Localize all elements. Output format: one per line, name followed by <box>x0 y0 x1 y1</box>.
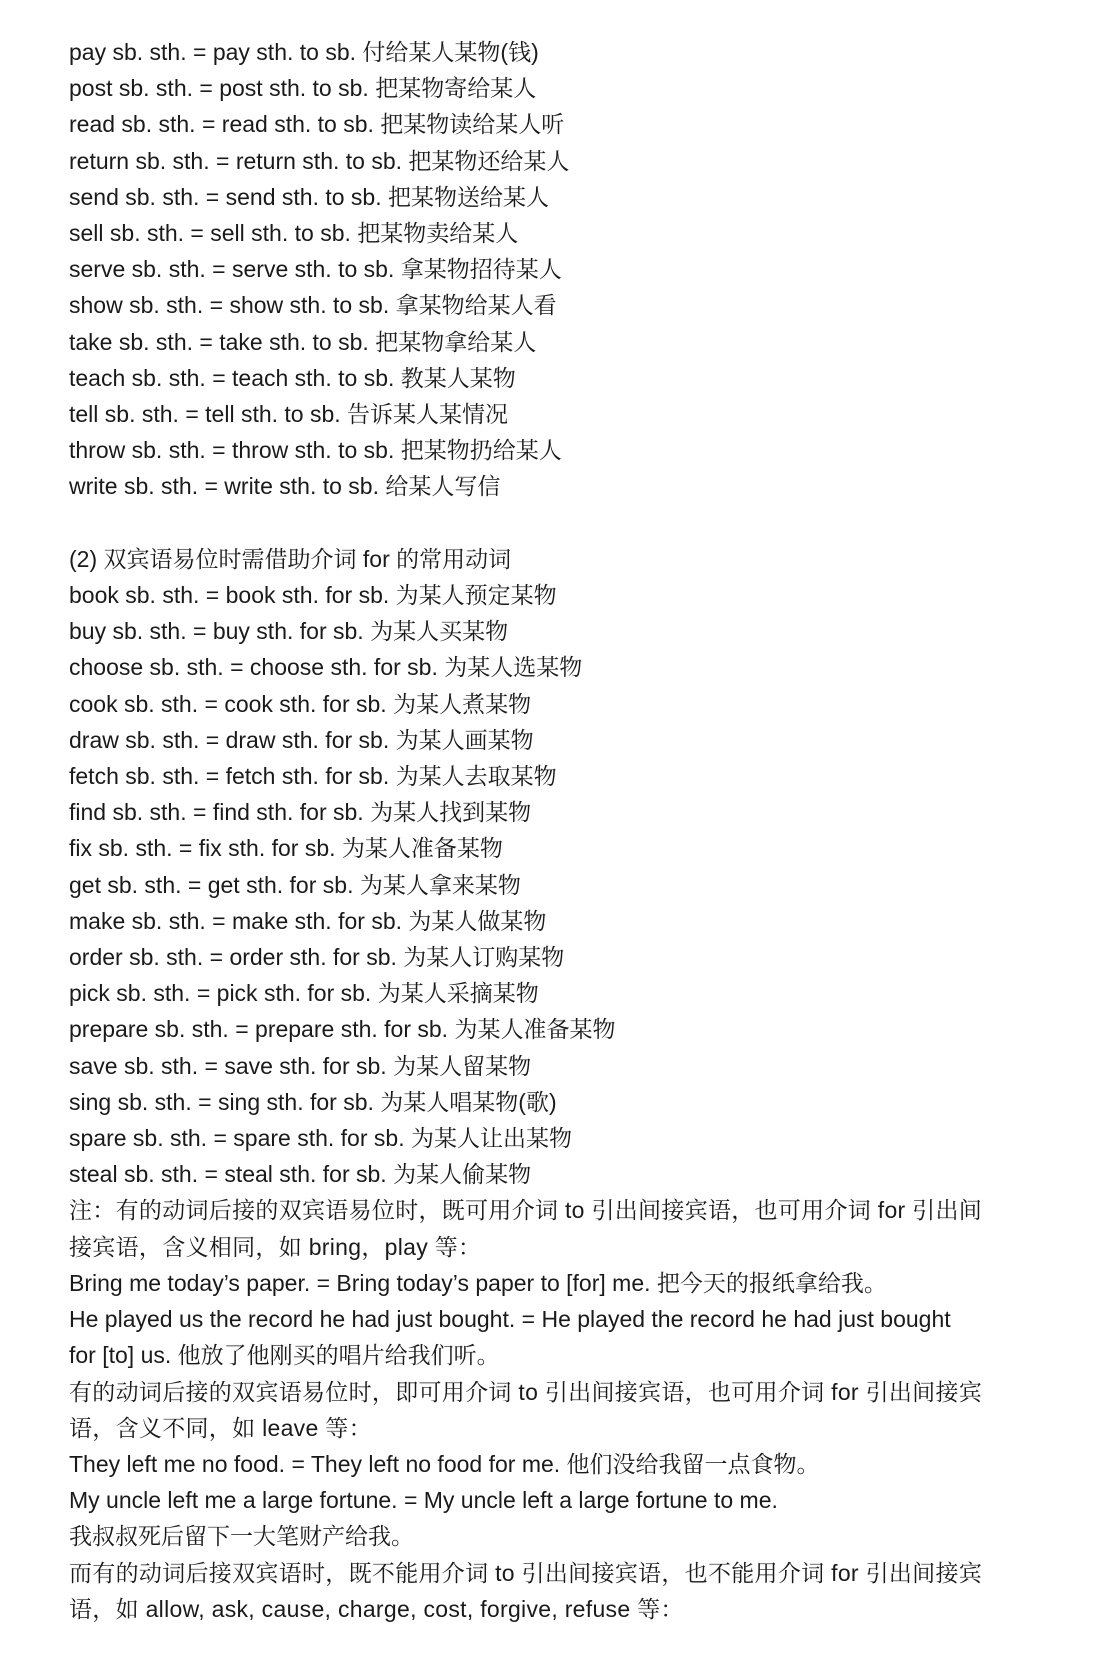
paragraph-gap <box>69 505 1069 541</box>
to-verb-entry: show sb. sth. = show sth. to sb. 拿某物给某人看 <box>69 292 557 319</box>
note-1-line-1: 注：有的动词后接的双宾语易位时，既可用介词 to 引出间接宾语，也可用介词 for 引出间 <box>69 1197 983 1224</box>
for-verb-entry: find sb. sth. = find sth. for sb. 为某人找到某物 <box>69 799 532 826</box>
for-verb-entry: pick sb. sth. = pick sth. for sb. 为某人采摘某物 <box>69 980 539 1007</box>
to-verb-list <box>69 34 1069 505</box>
note-2-line-1: 有的动词后接的双宾语易位时，即可用介词 to 引出间接宾语，也可用介词 for 引出间接宾 <box>69 1378 983 1405</box>
for-verb-entry: order sb. sth. = order sth. for sb. 为某人订购某物 <box>69 944 565 971</box>
to-verb-entry: read sb. sth. = read sth. to sb. 把某物读给某人听 <box>69 111 565 138</box>
note-2-line-2: 语，含义不同，如 leave 等： <box>69 1414 372 1441</box>
example-1: Bring me today’s paper. = Bring today’s paper to [for] me. 把今天的报纸拿给我。 <box>69 1269 887 1296</box>
note-3-line-2: 语，如 allow, ask, cause, charge, cost, forgive, refuse 等： <box>69 1595 684 1622</box>
to-verb-entry: teach sb. sth. = teach sth. to sb. 教某人某物 <box>69 364 516 391</box>
note-1-line-2: 接宾语，含义相同，如 bring，play 等： <box>69 1233 482 1260</box>
example-3: They left me no food. = They left no food for me. 他们没给我留一点食物。 <box>69 1450 820 1477</box>
for-verb-entry: cook sb. sth. = cook sth. for sb. 为某人煮某物 <box>69 690 532 717</box>
to-verb-entry: tell sb. sth. = tell sth. to sb. 告诉某人某情况 <box>69 401 509 428</box>
example-4-line-2: 我叔叔死后留下一大笔财产给我。 <box>69 1523 414 1550</box>
for-verb-entry: make sb. sth. = make sth. for sb. 为某人做某物 <box>69 907 547 934</box>
for-verb-entry: book sb. sth. = book sth. for sb. 为某人预定某物 <box>69 582 557 609</box>
for-verb-entry: get sb. sth. = get sth. for sb. 为某人拿来某物 <box>69 871 521 898</box>
to-verb-entry: write sb. sth. = write sth. to sb. 给某人写信 <box>69 473 501 500</box>
for-verb-entry: steal sb. sth. = steal sth. for sb. 为某人偷某物 <box>69 1161 532 1188</box>
to-verb-entry: pay sb. sth. = pay sth. to sb. 付给某人某物(钱) <box>69 39 539 65</box>
for-verb-entry: fetch sb. sth. = fetch sth. for sb. 为某人去取某物 <box>69 763 557 790</box>
to-verb-entry: sell sb. sth. = sell sth. to sb. 把某物卖给某人 <box>69 220 519 247</box>
to-verb-entry: throw sb. sth. = throw sth. to sb. 把某物扔给某人 <box>69 437 562 464</box>
for-verb-entry: prepare sb. sth. = prepare sth. for sb. 为某人准备某物 <box>69 1016 616 1043</box>
for-verb-entry: buy sb. sth. = buy sth. for sb. 为某人买某物 <box>69 618 509 645</box>
example-2-line-1: He played us the record he had just bought. = He played the record he had just bought <box>69 1306 951 1333</box>
for-verb-entry: sing sb. sth. = sing sth. for sb. 为某人唱某物(歌) <box>69 1088 557 1115</box>
for-verb-entry: spare sb. sth. = spare sth. for sb. 为某人让出某物 <box>69 1125 572 1152</box>
for-verb-entry: choose sb. sth. = choose sth. for sb. 为某人选某物 <box>69 654 583 681</box>
to-verb-entry: post sb. sth. = post sth. to sb. 把某物寄给某人 <box>69 75 537 102</box>
document-page <box>69 34 1069 1627</box>
for-verb-entry: save sb. sth. = save sth. for sb. 为某人留某物 <box>69 1052 532 1079</box>
for-section-heading: (2) 双宾语易位时需借助介词 for 的常用动词 <box>69 545 512 572</box>
to-verb-entry: take sb. sth. = take sth. to sb. 把某物拿给某人 <box>69 328 537 355</box>
example-2-line-2: for [to] us. 他放了他刚买的唱片给我们听。 <box>69 1342 500 1369</box>
for-verb-list <box>69 577 1069 1192</box>
example-4-line-1: My uncle left me a large fortune. = My uncle left a large fortune to me. <box>69 1487 778 1514</box>
note-3-line-1: 而有的动词后接双宾语时，既不能用介词 to 引出间接宾语，也不能用介词 for 引出间接宾 <box>69 1559 983 1586</box>
to-verb-entry: send sb. sth. = send sth. to sb. 把某物送给某人 <box>69 183 549 210</box>
for-verb-entry: fix sb. sth. = fix sth. for sb. 为某人准备某物 <box>69 835 503 862</box>
to-verb-entry: serve sb. sth. = serve sth. to sb. 拿某物招待某人 <box>69 256 562 283</box>
to-verb-entry: return sb. sth. = return sth. to sb. 把某物还给某人 <box>69 147 570 174</box>
for-verb-entry: draw sb. sth. = draw sth. for sb. 为某人画某物 <box>69 726 534 753</box>
